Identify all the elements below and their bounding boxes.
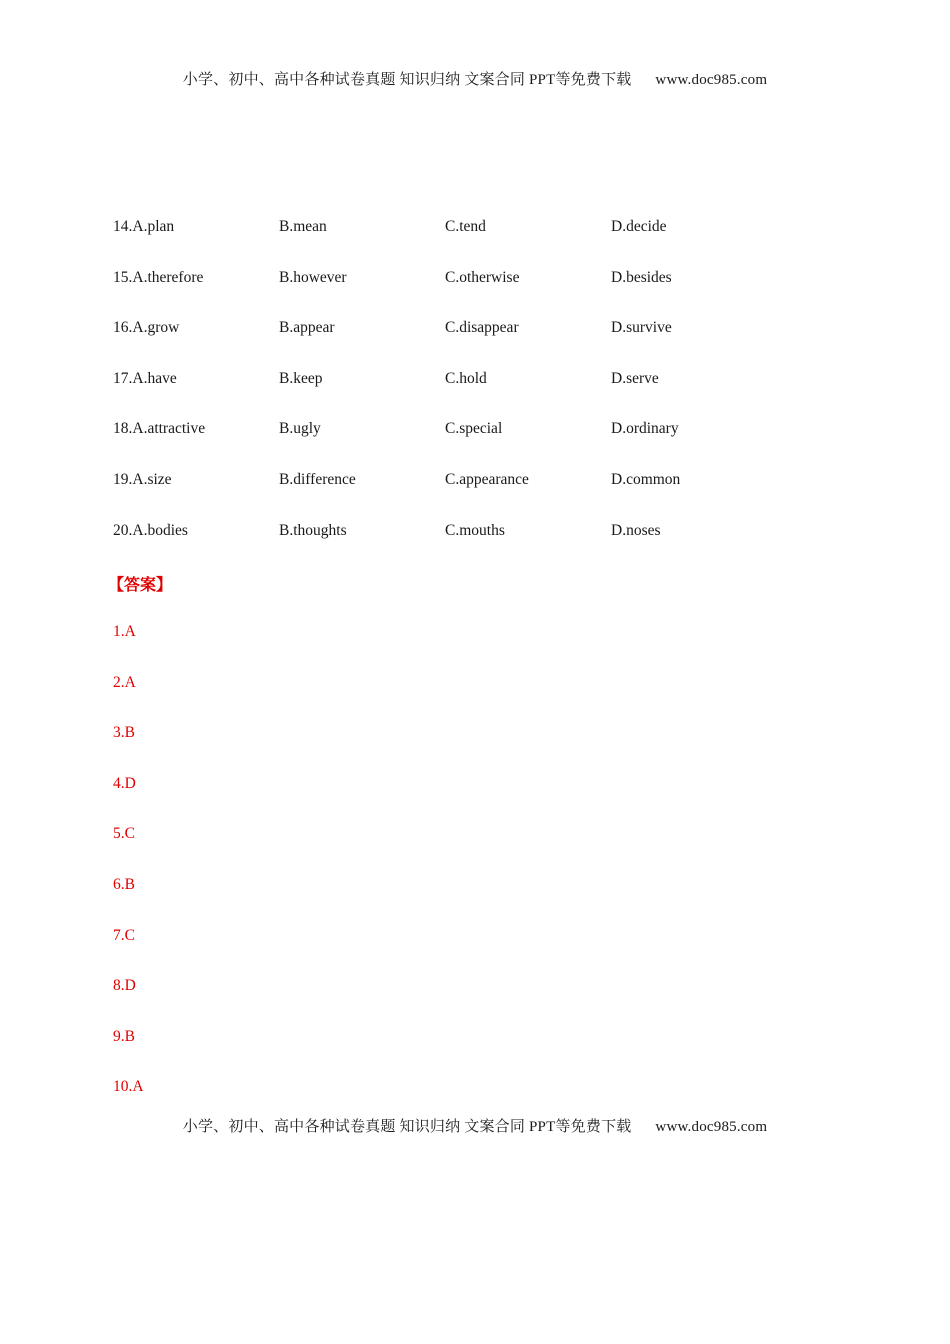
option-a: 20.A.bodies [113,521,188,539]
option-d: D.common [611,470,681,488]
option-d: D.ordinary [611,420,679,438]
answer-item: 1.A [113,623,136,640]
answer-item: 5.C [113,825,135,843]
option-c: C.hold [445,369,487,387]
option-c: C.disappear [445,319,519,337]
option-a: 16.A.grow [113,319,180,337]
option-a: 18.A.attractive [113,420,206,438]
answer-item: 9.B [113,1027,135,1045]
option-d: D.besides [611,268,672,286]
option-a: 14.A.plan [113,218,175,235]
page-header [0,68,950,89]
option-a: 19.A.size [113,470,172,488]
option-c: C.appearance [445,470,529,488]
answer-list [113,623,144,1129]
answer-item: 3.B [113,724,135,742]
option-d: D.noses [611,521,661,539]
footer-site-link[interactable]: www.doc985.com [655,1119,768,1135]
option-b: B.difference [279,470,356,488]
question-row [113,370,777,421]
option-b: B.keep [279,369,323,387]
option-c: C.special [445,420,503,438]
answer-item: 8.D [113,977,136,995]
option-b: B.ugly [279,420,321,438]
page-footer [0,1115,950,1136]
option-c: C.tend [445,218,486,235]
header-site-link[interactable]: www.doc985.com [655,72,768,88]
option-b: B.however [279,268,347,286]
option-b: B.mean [279,218,327,235]
header-text: 小学、初中、高中各种试卷真题 知识归纳 文案合同 PPT等免费下载 [182,72,632,88]
question-list [113,218,777,572]
answer-item: 10.A [113,1078,144,1096]
option-c: C.mouths [445,521,505,539]
option-b: B.appear [279,319,335,337]
answers-heading: 【答案】 [108,575,173,594]
question-row [113,319,777,370]
footer-text: 小学、初中、高中各种试卷真题 知识归纳 文案合同 PPT等免费下载 [182,1119,632,1135]
option-a: 15.A.therefore [113,268,204,286]
option-c: C.otherwise [445,268,520,286]
question-row [113,471,777,522]
question-row [113,522,777,573]
option-a: 17.A.have [113,369,177,387]
answer-item: 4.D [113,774,136,792]
option-d: D.decide [611,218,667,235]
option-b: B.thoughts [279,521,347,539]
answer-item: 6.B [113,875,135,893]
option-d: D.survive [611,319,672,337]
answer-item: 7.C [113,926,135,944]
option-d: D.serve [611,369,659,387]
question-row [113,218,777,269]
question-row [113,420,777,471]
answer-item: 2.A [113,673,136,691]
question-row [113,269,777,320]
